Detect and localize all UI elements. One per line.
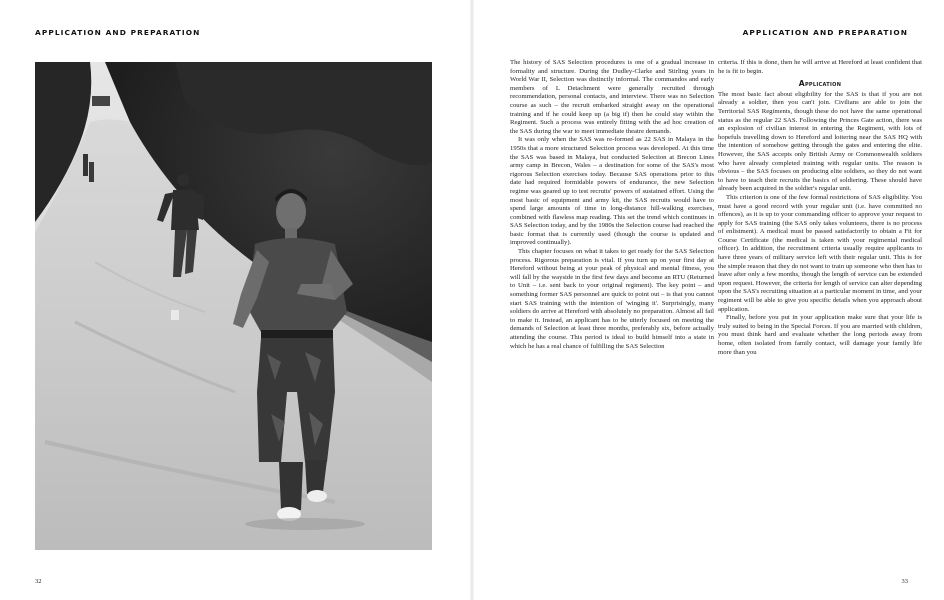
page-number-right: 33 (901, 578, 908, 585)
paragraph: It was only when the SAS was re-formed as 22 SAS in Malaya in the 1950s that a more structured Selection process was developed. At this time the SAS was based in Malaya, but conducted Selection at Brecon Lines army camp in Brecon, Wales – a destination for some of the SAS's most rigorous Selection exercises today. Because SAS operations prior to this date had required formidable powers of endurance, the new Selection regime was geared up to test recruits' powers of sustained effort. Using the most basic of equipment and army kit, the SAS recruits would have to spend large amounts of time in long-distance hill-walking exercises, combined with flawless map reading. This set the trend which continues in SAS Selection today, and by the 1980s the Selection course had reached the basic format that is currently used (though the course is updated and improved continually). (510, 136, 714, 247)
running-soldier-photo (35, 62, 432, 550)
text-column-2 (718, 59, 922, 571)
paragraph-continuation: criteria. If this is done, then he will arrive at Hereford at least confident that he is fit to begin. (718, 59, 922, 75)
paragraph: This criterion is one of the few formal restrictions of SAS eligibility. You must have a good record with your regular unit (i.e. have committed no offences), as it is up to your commanding officer to approve your request to apply for SAS training (the SAS only takes volunteers, there is no process of enlistment). A medical must be passed satisfactorily to obtain a Fit for Course Certificate (the medical is taken with your regimental medical officer). In addition, the recruitment criteria usually require applicants to have three years of military service left with their regular unit. This is for the simple reason that they do not want to train up someone who then has to leave after only a few months, though the length of service can be extended upon request. However, the criteria for length of service can alter depending upon the SAS's recruiting situation at a particular moment in time, and your regiment will be able to give you specific details when you approach about application. (718, 193, 922, 313)
section-heading: Application (798, 79, 842, 89)
page-number-left: 32 (35, 578, 42, 585)
paragraph: Finally, before you put in your application make sure that your life is truly suited to being in the Special Forces. If you are married with children, you must think hard and evaluate whether the long periods away from home, often isolated from family contact, will damage your family life more than you (718, 314, 922, 356)
text-column-1 (510, 59, 714, 571)
running-head-left: APPLICATION AND PREPARATION (35, 28, 201, 37)
paragraph: This chapter focuses on what it takes to get ready for the SAS Selection process. Rigorous preparation is vital. If you turn up on your first day at Hereford without being at your peak of physical and mental fitness, you will fall by the wayside in the first few days and become an RTU (Returned to Unit – i.e. sent back to your original regiment). The key point – and something former SAS personnel are quick to point out – is that you cannot start SAS training with the intention of 'winging it'. Surprisingly, many soldiers do arrive at Hereford with absolutely no preparation. Almost all fail to make it. Instead, an applicant has to be utterly focused on meeting the demands of Selection at least three months, preferably six, before actually attending the course. This period is ideal to build himself into a state in which he has a real chance of fulfilling the SAS Selection (510, 248, 714, 350)
paragraph: The most basic fact about eligibility for the SAS is that if you are not already a soldier, then you can't join. Civilians are able to join the Territorial SAS Regiments, though these do not have the same operational status as the regular 22 SAS. Following the Princes Gate action, there was an explosion of civilian interest in entering the Regiment, with lots of hopefuls travelling down to Hereford and loitering near the SAS HQ with the intention of somehow getting through the gates and entering the elite. However, the SAS accepts only British Army or Commonwealth soldiers who have already completed training with regular units. The reason is obvious – the SAS focuses on producing elite soldiers, so they do not want to have to teach their recruits the basics of soldiering. These should have already been acquired in the soldier's regular unit. (718, 90, 922, 193)
paragraph: The history of SAS Selection procedures is one of a gradual increase in formality and structure. During the Dudley-Clarke and Stirling years in World War II, Selection was distinctly informal. The commandos and early members of L Detachment were generally recruited through recommendation, personal contacts, and interview. There was no Selection course as such – the recruit embarked straight away on the operational training and if he could keep up (a big if) then he could stay within the Regiment. Such a process was entirely fitting with the ad hoc creation of the SAS during the war to meet immediate theatre demands. (510, 59, 714, 135)
running-head-right: APPLICATION AND PREPARATION (742, 28, 908, 37)
page-gutter (470, 0, 474, 600)
